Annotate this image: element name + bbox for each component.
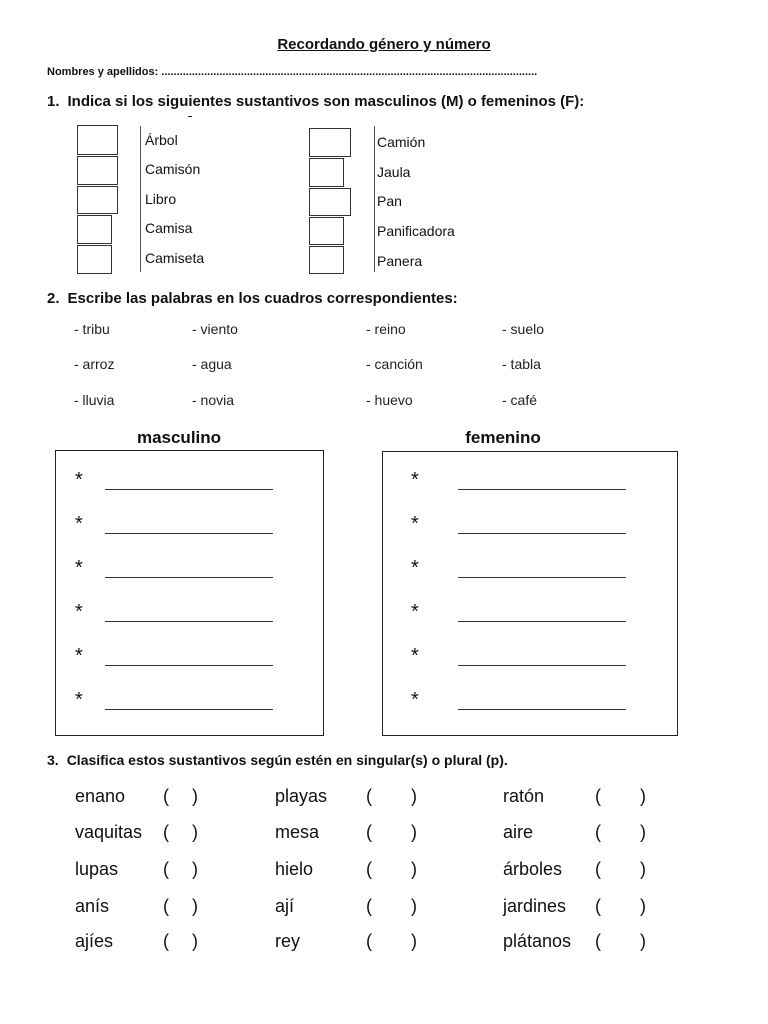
q3-close-paren[interactable]: ) [411,822,417,842]
q3-close-paren[interactable]: ) [192,931,198,951]
q3-close-paren[interactable]: ) [640,822,646,842]
answer-box-camisa[interactable] [77,215,112,244]
q1-left-divider [140,126,141,272]
word-bank-item: - arroz [74,356,115,372]
q3-close-paren[interactable]: ) [411,786,417,806]
q3-close-paren[interactable]: ) [411,859,417,879]
answer-box-panificadora[interactable] [309,217,344,245]
question-1 [47,93,584,110]
q3-open-paren[interactable]: ( [366,786,372,806]
q3-word: árboles [503,859,563,879]
q3-word: rey [275,931,301,951]
star-bullet: * [411,689,419,711]
q3-close-paren[interactable]: ) [192,859,198,879]
star-bullet: * [411,469,419,491]
answer-line[interactable] [458,577,626,578]
star-bullet: * [75,645,83,667]
answer-line[interactable] [458,665,626,666]
answer-line[interactable] [458,533,626,534]
question-1-number: 1. [47,93,60,110]
q3-close-paren[interactable]: ) [640,786,646,806]
word-bank-item: - huevo [366,392,413,408]
name-field-line: Nombres y apellidos: ........................................................................................................................... [47,66,538,78]
answer-box-libro[interactable] [77,186,118,214]
star-bullet: * [411,601,419,623]
q1-word-arbol: Árbol [145,132,178,148]
answer-box-pan[interactable] [309,188,351,216]
masculine-heading: masculino [136,428,222,447]
star-bullet: * [411,513,419,535]
q3-open-paren[interactable]: ( [163,896,169,916]
q3-word: vaquitas [75,822,143,842]
star-bullet: * [75,513,83,535]
q3-close-paren[interactable]: ) [411,896,417,916]
word-bank-item: - tabla [502,356,541,372]
q3-open-paren[interactable]: ( [595,896,601,916]
q3-open-paren[interactable]: ( [595,822,601,842]
word-bank-item: - viento [192,321,238,337]
word-bank-item: - lluvia [74,392,115,408]
q3-word: enano [75,786,126,806]
answer-line[interactable] [105,621,273,622]
q3-word: mesa [275,822,320,842]
q3-open-paren[interactable]: ( [366,859,372,879]
q3-close-paren[interactable]: ) [640,931,646,951]
q3-close-paren[interactable]: ) [192,822,198,842]
answer-line[interactable] [105,577,273,578]
answer-line[interactable] [458,489,626,490]
word-bank-item: - suelo [502,321,545,337]
q1-word-jaula: Jaula [377,164,411,180]
q3-open-paren[interactable]: ( [595,786,601,806]
answer-line[interactable] [105,665,273,666]
answer-box-camion[interactable] [309,128,351,157]
q3-open-paren[interactable]: ( [595,859,601,879]
q3-open-paren[interactable]: ( [366,931,372,951]
q3-word: ají [275,896,295,916]
q3-open-paren[interactable]: ( [163,822,169,842]
question-3-text: Clasifica estos sustantivos según estén en singular(s) o plural (p). [66,752,508,768]
star-bullet: * [75,689,83,711]
question-3 [47,752,508,768]
q1-word-camison: Camisón [145,161,201,177]
answer-box-panera[interactable] [309,246,344,274]
q3-open-paren[interactable]: ( [163,786,169,806]
word-bank-item: - canción [366,356,423,372]
q3-word: anís [75,896,110,916]
star-bullet: * [75,469,83,491]
question-2-number: 2. [47,290,60,307]
word-bank-item: - agua [192,356,232,372]
star-bullet: * [411,645,419,667]
q1-right-divider [374,126,375,272]
q3-open-paren[interactable]: ( [366,822,372,842]
q3-word: lupas [75,859,119,879]
answer-box-arbol[interactable] [77,125,118,155]
q3-close-paren[interactable]: ) [192,786,198,806]
stray-mark [188,116,192,117]
q3-close-paren[interactable]: ) [411,931,417,951]
q1-word-camion: Camión [377,134,426,150]
q3-close-paren[interactable]: ) [640,859,646,879]
answer-box-camison[interactable] [77,156,118,185]
question-1-text: Indica si los siguientes sustantivos son masculinos (M) o femeninos (F): [67,93,585,110]
q1-word-pan: Pan [377,193,402,209]
answer-line[interactable] [458,621,626,622]
feminine-box [382,451,678,736]
answer-line[interactable] [105,533,273,534]
q3-word: ajíes [75,931,114,951]
q1-word-camiseta: Camiseta [145,250,205,266]
answer-line[interactable] [458,709,626,710]
q3-word: hielo [275,859,314,879]
question-2 [47,290,458,307]
masculine-box [55,450,324,736]
q3-word: playas [275,786,328,806]
answer-box-jaula[interactable] [309,158,344,187]
q3-word: ratón [503,786,545,806]
q3-open-paren[interactable]: ( [163,859,169,879]
answer-line[interactable] [105,489,273,490]
q3-open-paren[interactable]: ( [366,896,372,916]
word-bank-item: - reino [366,321,406,337]
star-bullet: * [75,557,83,579]
q3-word: jardines [503,896,567,916]
page-title: Recordando género y número [277,36,491,53]
question-2-text: Escribe las palabras en los cuadros correspondientes: [67,290,458,307]
answer-line[interactable] [105,709,273,710]
star-bullet: * [411,557,419,579]
q1-word-panera: Panera [377,253,423,269]
q3-close-paren[interactable]: ) [640,896,646,916]
q3-word: plátanos [503,931,572,951]
feminine-heading: femenino [465,428,541,447]
answer-box-camiseta[interactable] [77,245,112,274]
q1-word-camisa: Camisa [145,220,193,236]
q3-open-paren[interactable]: ( [163,931,169,951]
word-bank-item: - café [502,392,538,408]
q3-open-paren[interactable]: ( [595,931,601,951]
question-3-number: 3. [47,752,59,768]
q3-word: aire [503,822,534,842]
star-bullet: * [75,601,83,623]
q1-word-panificadora: Panificadora [377,223,455,239]
word-bank-item: - tribu [74,321,110,337]
q3-close-paren[interactable]: ) [192,896,198,916]
word-bank-item: - novia [192,392,235,408]
q1-word-libro: Libro [145,191,177,207]
